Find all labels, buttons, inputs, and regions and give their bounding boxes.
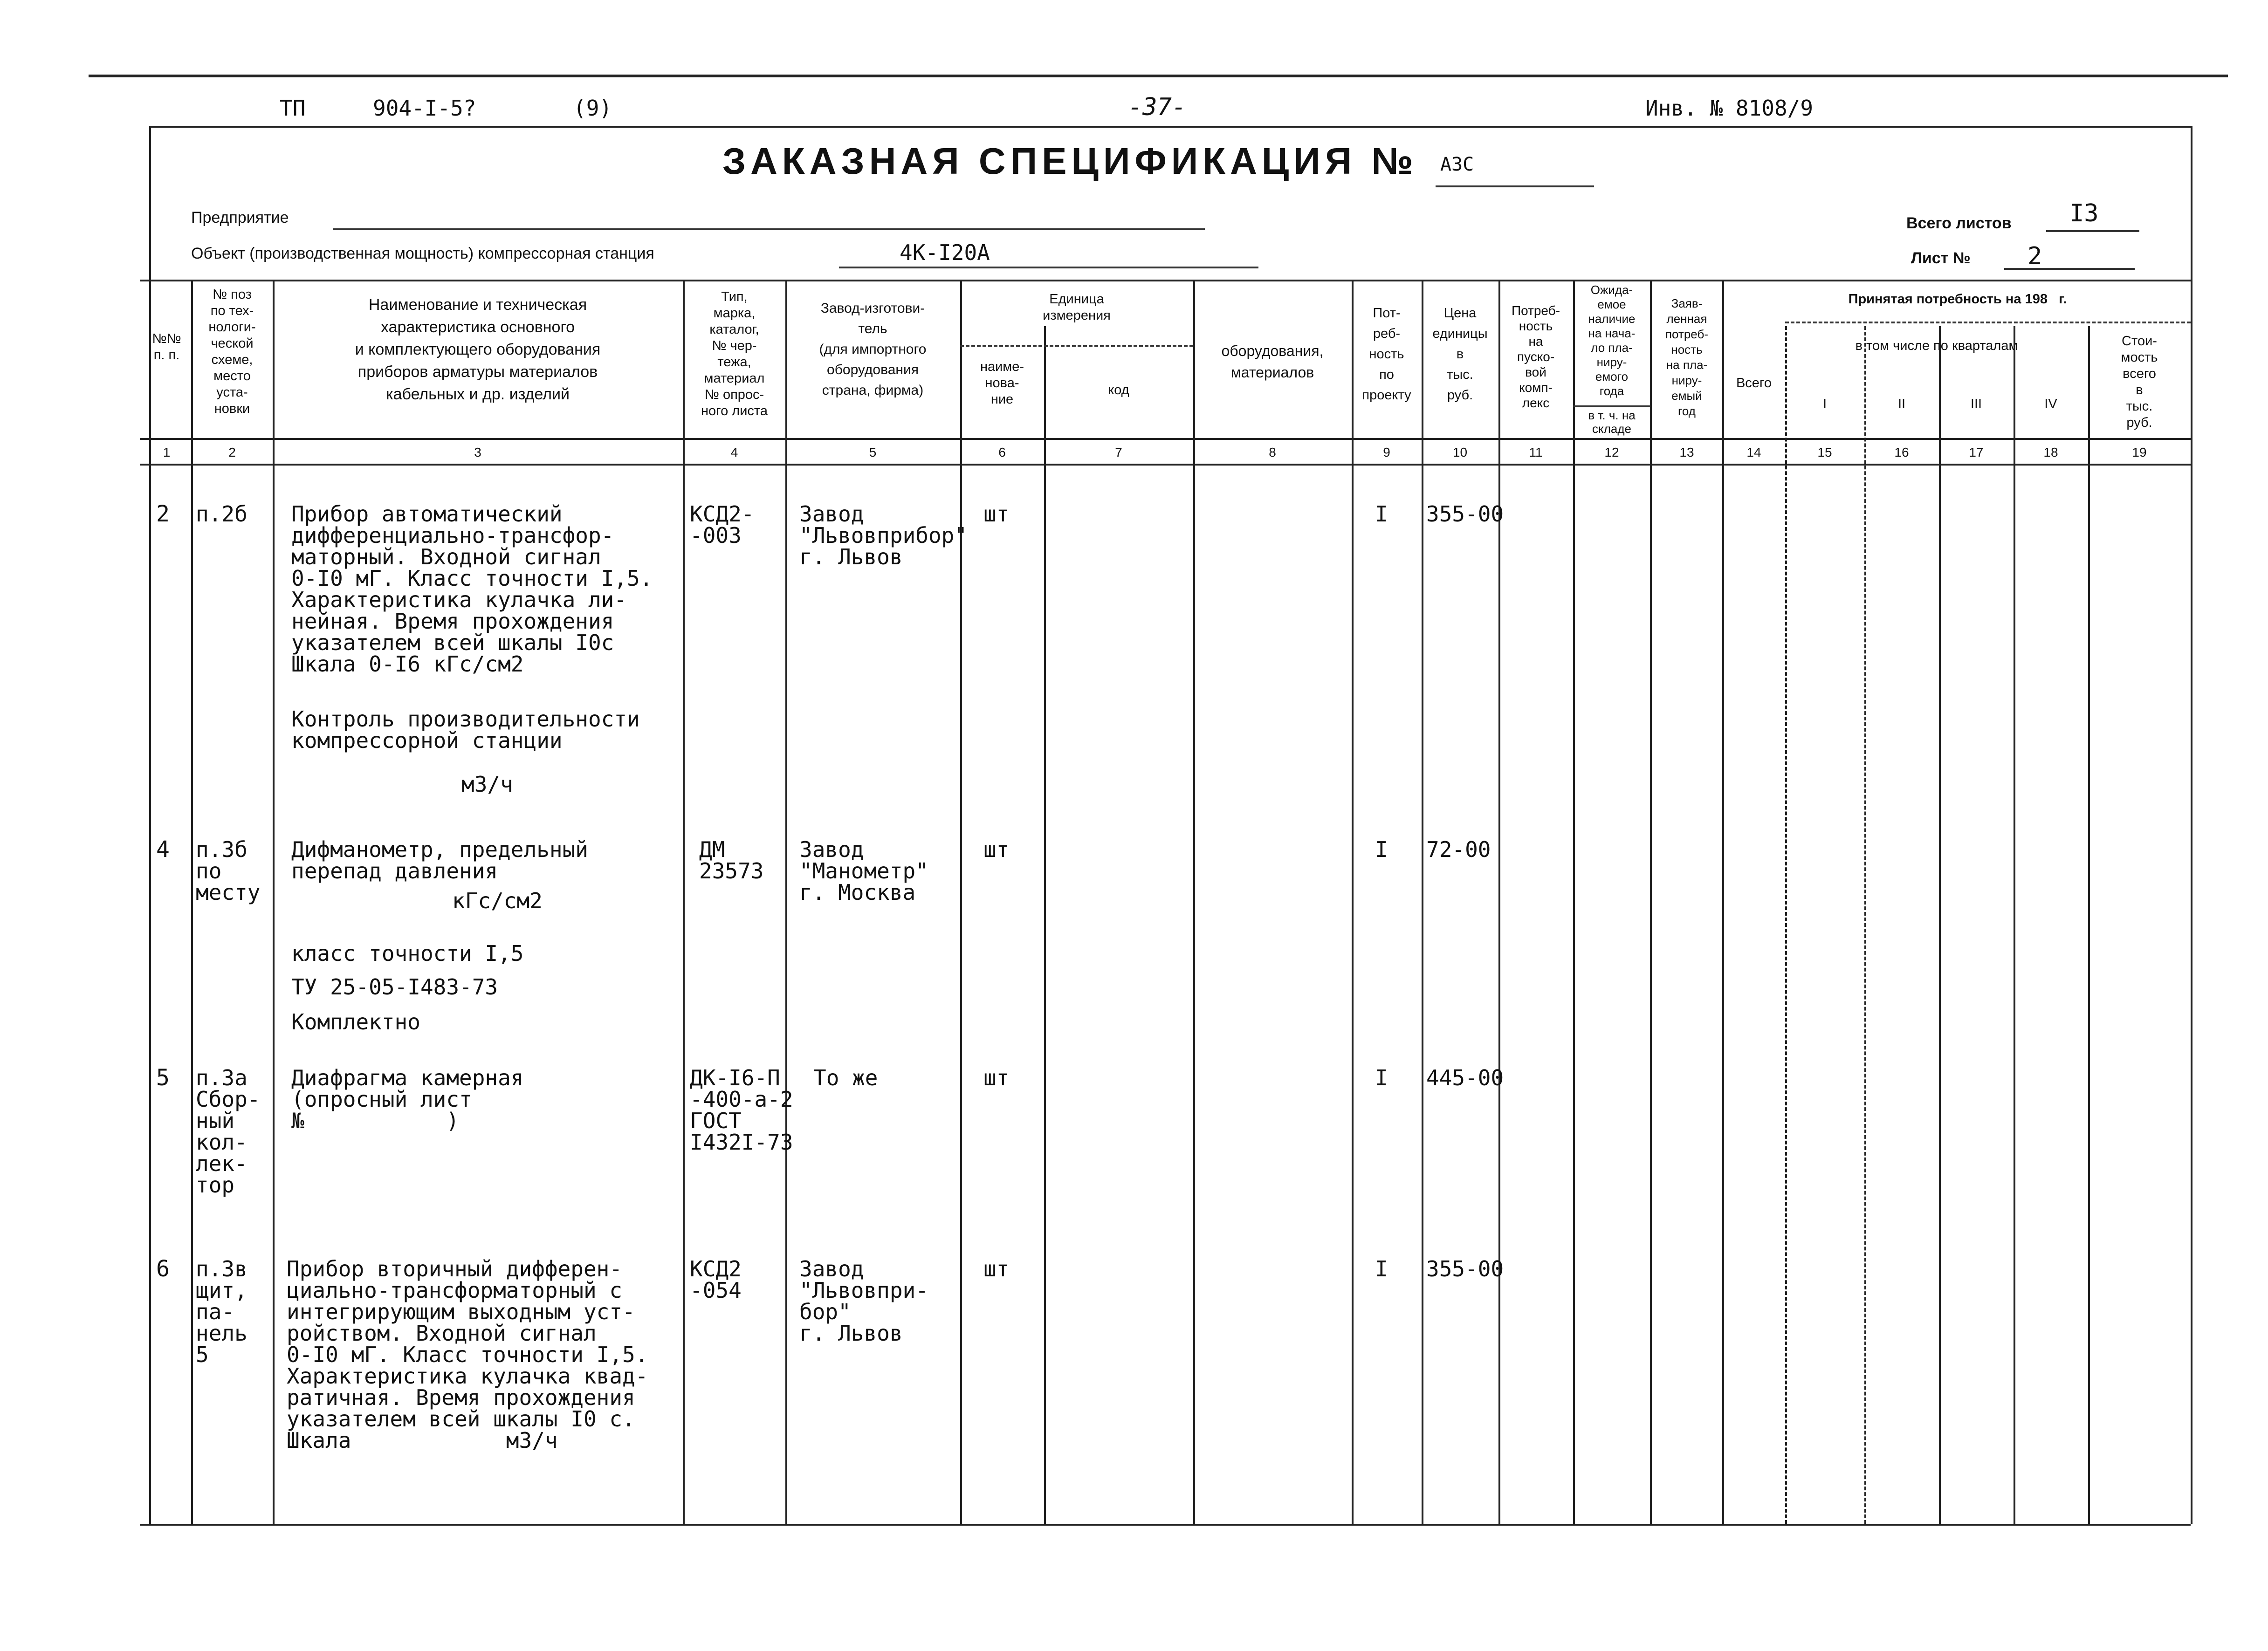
- col-head-19: Стои- мость всего в тыс. руб.: [2121, 334, 2158, 430]
- accepted-demand-head: Принятая потребность на 198 г.: [1848, 292, 2067, 307]
- tp-label: ТП: [280, 96, 306, 121]
- col-divider: [1722, 280, 1724, 1524]
- row-3-type: ДК-I6-П -400-а-2 ГОСТ I432I-73: [690, 1065, 793, 1155]
- col-head-12: Ожида- емое наличие на нача- ло пла- ниру- емого года: [1588, 283, 1636, 398]
- col-divider: [1650, 280, 1652, 1524]
- col-divider: [191, 280, 193, 1524]
- row-1-type: КСД2- -003: [690, 501, 755, 548]
- col-num-11: 11: [1529, 445, 1543, 459]
- table-top-rule: [140, 280, 2191, 281]
- col-divider: [1044, 326, 1046, 1524]
- col-divider: [1422, 280, 1423, 1524]
- sheet-label: Лист №: [1911, 249, 1971, 267]
- col-divider: [2014, 326, 2015, 1524]
- col-num-12: 12: [1604, 445, 1619, 459]
- col-head-12-stock: в т. ч. на складе: [1588, 408, 1636, 436]
- col-divider: [785, 280, 787, 1524]
- col-head-7-name: наиме- нова- ние: [980, 359, 1024, 407]
- enterprise-label: Предприятие: [191, 209, 289, 226]
- col-num-2: 2: [228, 445, 236, 459]
- col-num-15: 15: [1817, 445, 1832, 459]
- row-4-type: КСД2 -054: [690, 1256, 742, 1303]
- top-rule: [89, 75, 2228, 77]
- page-title: ЗАКАЗНАЯ СПЕЦИФИКАЦИЯ №: [722, 140, 1418, 182]
- row-2-number: 4: [156, 836, 170, 863]
- header-bottom-rule: [140, 438, 2191, 440]
- col-head-6: Единица измерения: [1043, 292, 1111, 323]
- frame-top: [149, 126, 2191, 128]
- row-1-price: 355-00: [1426, 501, 1504, 527]
- col-num-19: 19: [2132, 445, 2147, 459]
- object-value: 4К-I20А: [900, 240, 990, 265]
- col-num-14: 14: [1746, 445, 1761, 459]
- col-divider: [2088, 326, 2090, 1524]
- table-bottom-rule: [140, 1524, 2191, 1526]
- row-2-extra: класс точности I,5 ТУ 25-05-I483-73: [291, 941, 524, 1000]
- col-divider: [1352, 280, 1354, 1524]
- col-num-9: 9: [1383, 445, 1390, 459]
- col-num-16: 16: [1894, 445, 1909, 459]
- row-4-position: п.3в щит, па- нель 5: [196, 1256, 247, 1367]
- col-divider: [1498, 280, 1500, 1524]
- row-2-maker: Завод "Манометр" г. Москва: [799, 837, 928, 905]
- row-1-number: 2: [156, 501, 170, 527]
- col-divider: [1193, 280, 1195, 1524]
- quarters-split: [1785, 322, 2191, 323]
- row-2-unit: шт: [983, 837, 1010, 862]
- col-head-13: Заяв- ленная потреб- ность на пла- ниру- емый год: [1665, 296, 1709, 418]
- row-3-quantity: I: [1375, 1065, 1388, 1090]
- col-divider: [1573, 280, 1575, 1524]
- col-divider: [273, 280, 275, 1524]
- inventory-number: Инв. № 8108/9: [1645, 96, 1814, 121]
- col-head-15: I: [1822, 397, 1827, 411]
- col-num-13: 13: [1679, 445, 1694, 459]
- row-4-name: Прибор вторичный дифферен- циально-трансформаторный с интегрирующим выходным уст- ройством. Входной сигнал 0-I0 мГ. Класс точности I,5. Характеристика кулачка квад- ратичная. Время прохождения указателем всей шкалы I0 с. Шкала м3/ч: [287, 1256, 648, 1453]
- col-divider: [1864, 326, 1866, 1524]
- row-3-price: 445-00: [1426, 1065, 1504, 1090]
- col-divider: [1785, 326, 1787, 1524]
- row-2-note: Комплектно: [291, 1009, 420, 1034]
- col-head-3: Наименование и техническая характеристика основного и комплектующего оборудования приборов арматуры материалов кабельных и др. изделий: [355, 296, 601, 403]
- col-head-2: № поз по тех- нологи- ческой схеме, место уста- новки: [208, 287, 256, 416]
- row-1-note: Контроль производительности компрессорной станции: [291, 706, 640, 753]
- row-4-quantity: I: [1375, 1256, 1388, 1281]
- col-head-7-code: код: [1108, 383, 1129, 397]
- row-1-name: Прибор автоматический дифференциально-трансфор- маторный. Входной сигнал 0-I0 мГ. Класс точности I,5. Характеристика кулачка ли- нейная. Время прохождения указателем всей шкалы I0с Шкала 0-I6 кГс/см2: [291, 501, 653, 677]
- row-2-quantity: I: [1375, 837, 1388, 862]
- col-head-17: III: [1970, 397, 1982, 411]
- page-number: -37-: [1128, 93, 1187, 121]
- issue-number: (9): [573, 96, 612, 121]
- object-label: Объект (производственная мощность) компрессорная станция: [191, 245, 654, 262]
- sheets-total-label: Всего листов: [1906, 214, 2012, 232]
- col-num-7: 7: [1115, 445, 1122, 459]
- col-6-split: [960, 345, 1193, 347]
- row-3-unit: шт: [983, 1065, 1010, 1090]
- col-num-10: 10: [1452, 445, 1468, 459]
- row-4-maker: Завод "Львовпри- бор" г. Львов: [799, 1256, 928, 1346]
- col-12-split: [1573, 405, 1650, 407]
- spec-number-underline: [1436, 185, 1594, 187]
- col-num-4: 4: [730, 445, 738, 459]
- sheet-number: 2: [2027, 242, 2042, 270]
- enterprise-underline: [333, 228, 1205, 230]
- col-num-8: 8: [1269, 445, 1276, 459]
- col-head-8: оборудования, материалов: [1221, 343, 1324, 381]
- col-num-6: 6: [998, 445, 1006, 459]
- col-head-14: Всего: [1736, 376, 1772, 390]
- col-divider: [960, 280, 962, 1524]
- sheet-number-underline: [2004, 268, 2135, 270]
- row-1-quantity: I: [1375, 501, 1388, 527]
- spec-number: А3С: [1440, 154, 1474, 175]
- col-num-3: 3: [474, 445, 481, 459]
- col-head-4: Тип, марка, каталог, № чер- тежа, материал № опрос- ного листа: [701, 289, 768, 418]
- colnum-bottom-rule: [140, 464, 2191, 466]
- col-head-11: Потреб- ность на пуско- вой комп- лекс: [1511, 303, 1560, 410]
- row-3-maker: То же: [813, 1065, 878, 1090]
- document-code: 904-I-5?: [373, 96, 476, 121]
- row-1-unit: шт: [983, 501, 1010, 527]
- col-num-18: 18: [2043, 445, 2058, 459]
- object-underline: [839, 267, 1258, 268]
- row-2-unit-note: кГс/см2: [452, 888, 543, 913]
- col-head-10: Цена единицы в тыс. руб.: [1432, 306, 1488, 403]
- col-head-16: II: [1897, 397, 1906, 411]
- frame-right: [2191, 126, 2192, 1524]
- col-head-1: №№ п. п.: [152, 331, 181, 363]
- row-2-type: ДМ 23573: [699, 837, 764, 884]
- col-num-17: 17: [1969, 445, 1984, 459]
- row-2-position: п.3б по месту: [196, 837, 261, 905]
- row-2-name: Дифманометр, предельный перепад давления: [291, 837, 588, 884]
- row-3-position: п.3а Сбор- ный кол- лек- тор: [196, 1065, 261, 1198]
- sheets-total: I3: [2069, 199, 2099, 227]
- col-head-5: Завод-изготови- тель (для импортного оборудования страна, фирма): [819, 301, 927, 398]
- col-head-9: Пот- реб- ность по проекту: [1362, 306, 1411, 403]
- row-4-number: 6: [156, 1256, 170, 1282]
- row-4-unit: шт: [983, 1256, 1010, 1281]
- row-1-position: п.2б: [196, 501, 247, 527]
- col-divider: [683, 280, 685, 1524]
- row-3-name: Диафрагма камерная (опросный лист № ): [291, 1065, 524, 1133]
- row-3-number: 5: [156, 1065, 170, 1091]
- col-divider: [1939, 326, 1941, 1524]
- col-num-1: 1: [163, 445, 171, 459]
- quarters-head: в том числе по кварталам: [1855, 338, 2018, 353]
- col-num-5: 5: [869, 445, 877, 459]
- sheets-total-underline: [2046, 230, 2139, 232]
- row-2-price: 72-00: [1426, 837, 1491, 862]
- row-1-maker: Завод "Львовприбор" г. Львов: [799, 501, 968, 569]
- row-4-price: 355-00: [1426, 1256, 1504, 1281]
- row-1-unit-note: м3/ч: [461, 772, 513, 797]
- col-head-18: IV: [2044, 397, 2057, 411]
